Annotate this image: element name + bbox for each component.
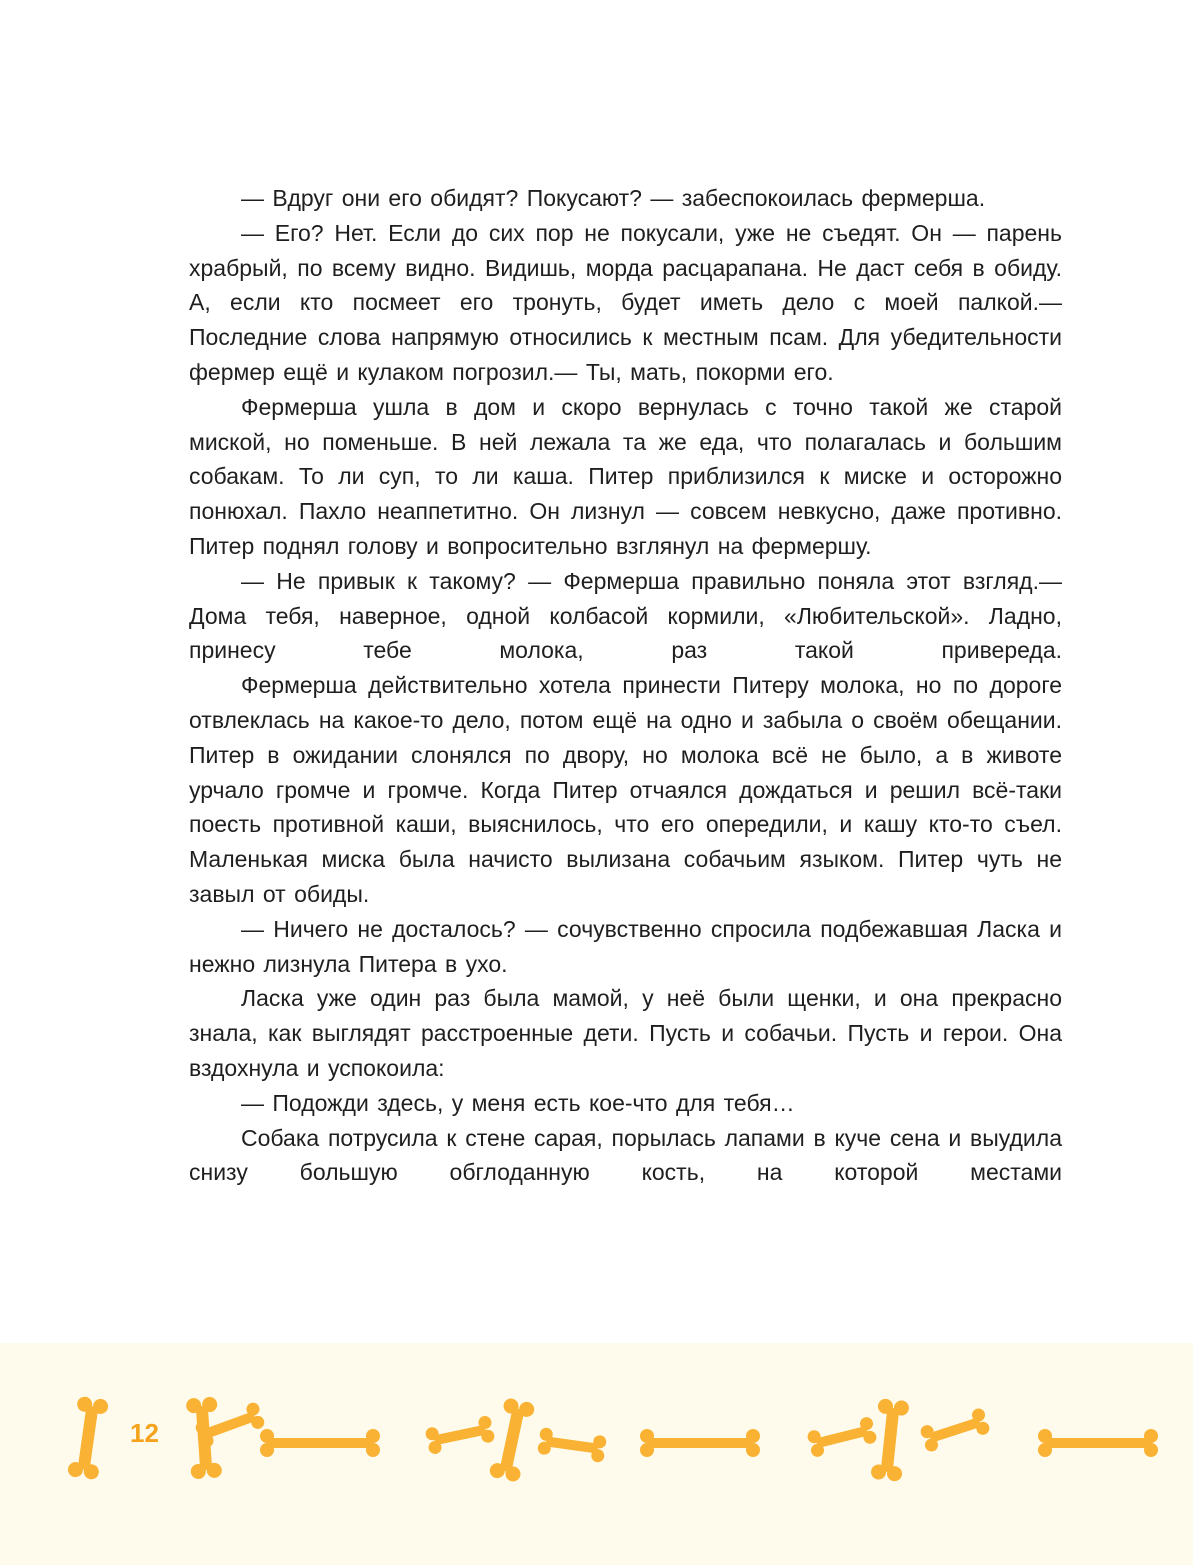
paragraph-1: — Вдруг они его обидят? Покусают? — забеспокоилась фермерша. bbox=[241, 185, 986, 211]
paragraph-7: Ласка уже один раз была мамой, у неё были щенки, и она прекрасно знала, как выглядят расстроенные дети. Пусть и собачьи. Пусть и герои. Она вздохнула и успокоила: bbox=[189, 985, 1062, 1081]
paragraph-9: Собака потрусила к стене сарая, порылась лапами в куче сена и выудила снизу большую обглоданную кость, на которой местами bbox=[189, 1124, 1062, 1186]
paragraph-2: — Его? Нет. Если до сих пор не покусали, уже не съедят. Он — парень храбрый, по всему видно. Видишь, морда расцарапана. Не даст себя в обиду. А, если кто посмеет его тронуть, будет иметь дело с моей палкой.— Последние слова напрямую относились к местным псам. Для убедительности фермер ещё и кулаком погрозил.— Ты, мать, покорми его. bbox=[189, 219, 1062, 385]
bone-border-icon bbox=[0, 1385, 1193, 1495]
paragraph-6: — Ничего не досталось? — сочувственно спросила подбежавшая Ласка и нежно лизнула Питера в ухо. bbox=[189, 915, 1062, 977]
page-body bbox=[189, 181, 1062, 1190]
paragraph-5: Фермерша действительно хотела принести Питеру молока, но по дороге отвлеклась на какое-то дело, потом ещё на одно и забыла о своём обещании. Питер в ожидании слонялся по двору, но молока всё не было, а в животе урчало громче и громче. Когда Питер отчаялся дождаться и решил всё-таки поесть противной каши, выяснилось, что его опередили, и кашу кто-то съел. Маленькая миска была начисто вылизана собачьим языком. Питер чуть не завыл от обиды. bbox=[189, 672, 1062, 907]
paragraph-4: — Не привык к такому? — Фермерша правильно поняла этот взгляд.— Дома тебя, наверное, одной колбасой кормили, «Любительской». Ладно, принесу тебе молока, раз такой привереда. bbox=[189, 567, 1062, 664]
page-number: 12 bbox=[130, 1418, 159, 1448]
paragraph-8: — Подожди здесь, у меня есть кое-что для тебя… bbox=[241, 1089, 795, 1116]
paragraph-3: Фермерша ушла в дом и скоро вернулась с точно такой же старой миской, но поменьше. В ней лежала та же еда, что полагалась и большим собакам. То ли суп, то ли каша. Питер приблизился к миске и осторожно понюхал. Пахло неаппетитно. Он лизнул — совсем невкусно, даже противно. Питер поднял голову и вопросительно взглянул на фермершу. bbox=[189, 393, 1062, 559]
